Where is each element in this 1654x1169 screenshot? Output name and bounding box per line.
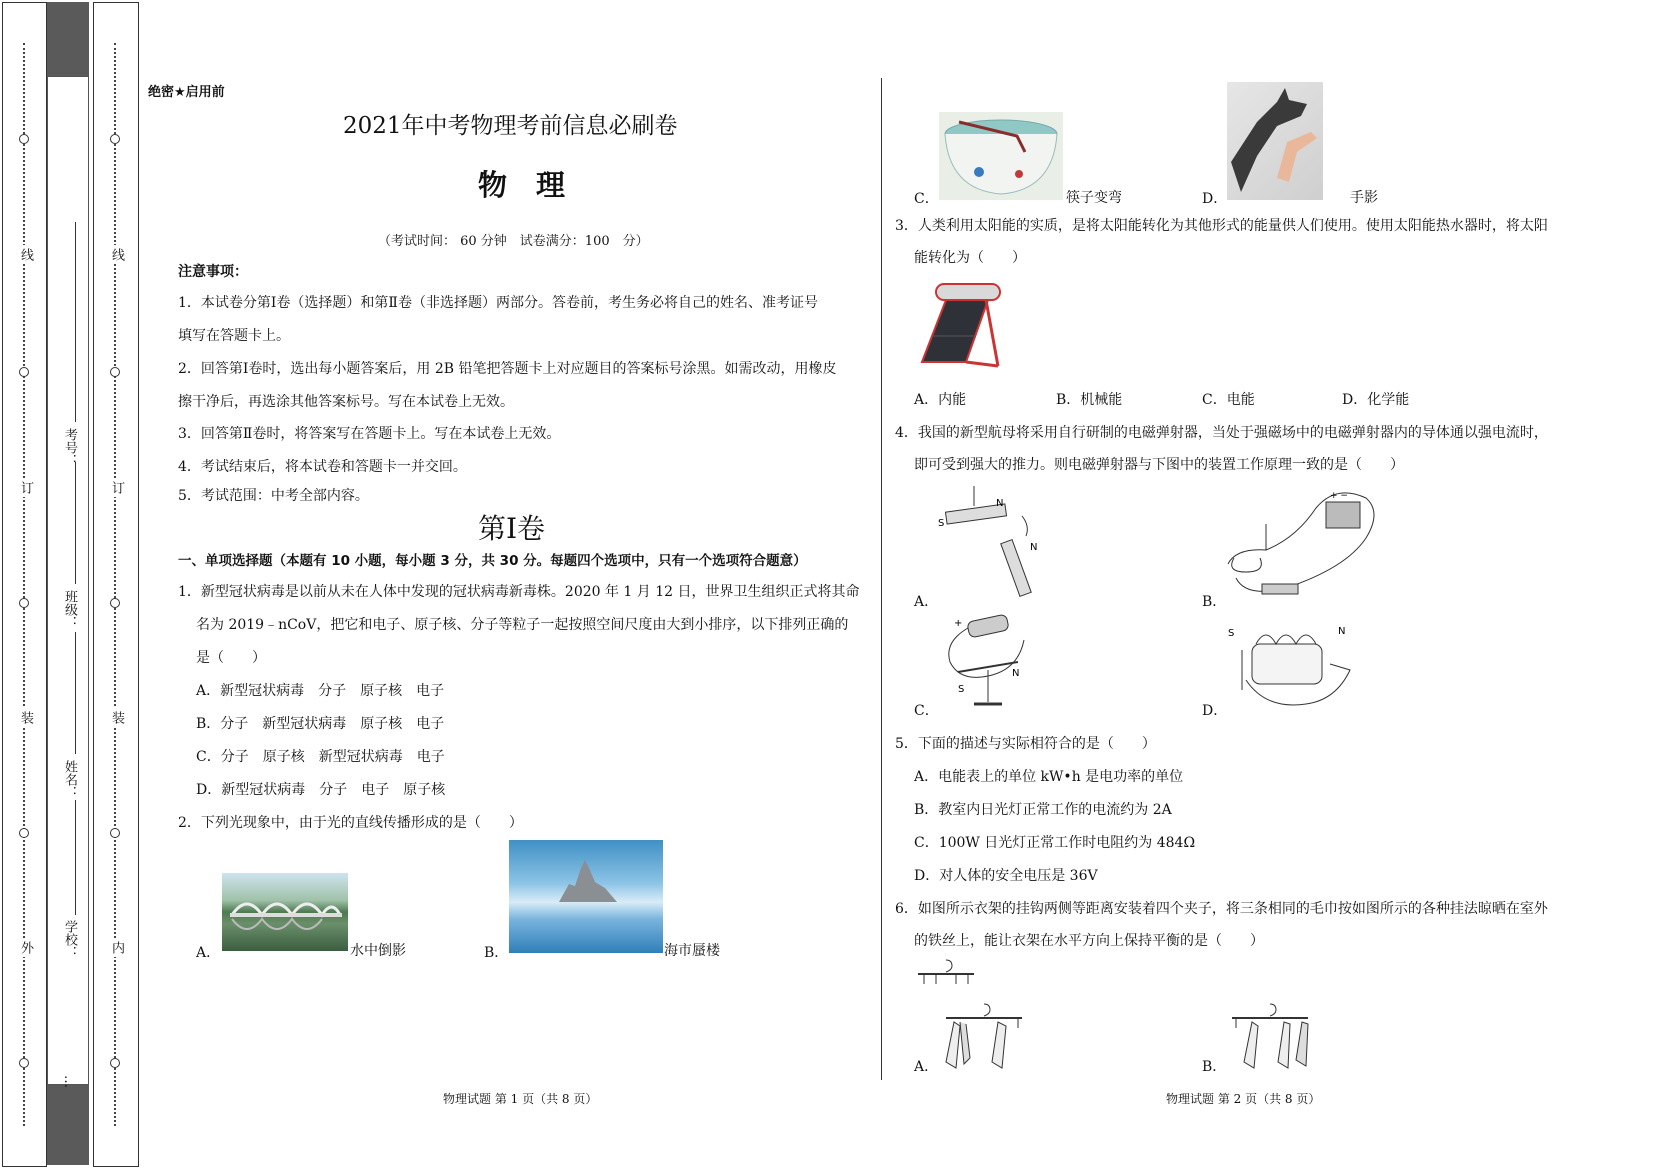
binding-hole-marker xyxy=(110,367,120,377)
q4-stem: 4．我国的新型航母将采用自行研制的电磁弹射器，当处于强磁场中的电磁弹射器内的导体通以强电流时， xyxy=(895,425,1548,441)
q6-stem: 6．如图所示衣架的挂钩两侧等距离安装着四个夹子，将三条相同的毛巾按如图所示的各种挂法晾晒在室外 xyxy=(895,901,1548,917)
svg-text:S: S xyxy=(1228,628,1235,639)
mirage-photo xyxy=(509,840,663,953)
hanger-b-icon xyxy=(1228,1002,1312,1074)
q3-option-d[interactable]: D．化学能 xyxy=(1342,392,1410,408)
castle-icon xyxy=(509,840,663,953)
q2-option-b[interactable]: B． xyxy=(484,945,509,961)
binding-char: 订 xyxy=(107,478,126,497)
q1-option-c[interactable]: C．分子 原子核 新型冠状病毒 电子 xyxy=(196,749,445,765)
dots-mark: … xyxy=(61,1075,76,1088)
binding-char: 线 xyxy=(16,245,35,264)
q3-option-b[interactable]: B．机械能 xyxy=(1056,392,1123,408)
svg-text:N: N xyxy=(1012,668,1020,679)
binding-hole-marker xyxy=(110,828,120,838)
q4-stem: 即可受到强大的推力。则电磁弹射器与下图中的装置工作原理一致的是（ ） xyxy=(914,457,1404,473)
solar-water-heater-icon xyxy=(916,280,1006,376)
q1-stem: 名为 2019﹣nCoV，把它和电子、原子核、分子等粒子一起按照空间尺度由大到小排序，以下排列正确的 xyxy=(196,617,849,633)
svg-text:+: + xyxy=(954,618,963,629)
binding-hole-marker xyxy=(19,134,29,144)
note-line: 2．回答第Ⅰ卷时，选出每小题答案后，用 2B 铅笔把答题卡上对应题目的答案标号涂黑。如需改动，用橡皮 xyxy=(178,361,837,377)
q2-stem: 2．下列光现象中，由于光的直线传播形成的是（ ） xyxy=(178,815,523,831)
footer-page2: 物理试题 第 2 页（共 8 页） xyxy=(1166,1092,1321,1106)
q6-option-b[interactable]: B． xyxy=(1202,1059,1227,1075)
solenoid-hand-icon xyxy=(1226,620,1356,714)
binding-char: 线 xyxy=(107,245,126,264)
class-field[interactable]: 班级： xyxy=(62,590,77,629)
svg-text:S: S xyxy=(958,684,965,695)
generator-circuit-icon xyxy=(1226,488,1386,608)
subject-title: 物 理 xyxy=(478,168,566,202)
svg-text:N: N xyxy=(1030,542,1038,553)
note-line: 5．考试范围：中考全部内容。 xyxy=(178,488,369,504)
confidential-label: 绝密★启用前 xyxy=(148,85,225,100)
svg-text:+ −: + − xyxy=(1330,491,1348,501)
notes-heading: 注意事项： xyxy=(178,264,248,280)
q5-option-c[interactable]: C．100W 日光灯正常工作时电阻约为 484Ω xyxy=(914,835,1196,851)
q1-option-b[interactable]: B．分子 新型冠状病毒 原子核 电子 xyxy=(196,716,445,732)
footer-page1: 物理试题 第 1 页（共 8 页） xyxy=(443,1092,598,1106)
exam-info: （考试时间： 60 分钟 试卷满分：100 分） xyxy=(378,234,649,249)
note-line: 3．回答第Ⅱ卷时，将答案写在答题卡上。写在本试卷上无效。 xyxy=(178,426,561,442)
q3-option-c[interactable]: C．电能 xyxy=(1202,392,1255,408)
q4-option-c[interactable]: C． xyxy=(914,703,939,719)
q1-option-a[interactable]: A．新型冠状病毒 分子 原子核 电子 xyxy=(196,683,445,699)
q5-option-b[interactable]: B．教室内日光灯正常工作的电流约为 2A xyxy=(914,802,1172,818)
binding-char: 装 xyxy=(16,708,35,727)
q2-caption-c: 筷子变弯 xyxy=(1066,190,1122,206)
binding-hole-marker xyxy=(110,1058,120,1068)
q5-stem: 5．下面的描述与实际相符合的是（ ） xyxy=(895,736,1156,752)
binding-hole-marker xyxy=(110,134,120,144)
hand-shadow-photo xyxy=(1227,82,1323,200)
bowl-icon xyxy=(939,112,1063,200)
binding-hole-marker xyxy=(19,598,29,608)
q5-option-d[interactable]: D．对人体的安全电压是 36V xyxy=(914,868,1098,884)
q4-option-b[interactable]: B． xyxy=(1202,594,1227,610)
chopsticks-bowl-photo xyxy=(939,112,1063,200)
q3-stem: 3．人类利用太阳能的实质，是将太阳能转化为其他形式的能量供人们使用。使用太阳能热水器时，将太阳 xyxy=(895,218,1548,234)
binding-hole-marker xyxy=(19,1058,29,1068)
magnet-compass-icon xyxy=(938,486,1048,606)
q1-option-d[interactable]: D．新型冠状病毒 分子 电子 原子核 xyxy=(196,782,446,798)
coil-compass-icon xyxy=(938,612,1048,716)
q4-option-a[interactable]: A． xyxy=(914,594,939,610)
q2-option-c[interactable]: C． xyxy=(914,191,939,207)
q5-option-a[interactable]: A．电能表上的单位 kW•h 是电功率的单位 xyxy=(914,769,1184,785)
outer-column xyxy=(2,2,47,1167)
q2-option-a[interactable]: A． xyxy=(196,945,221,961)
hanger-a-icon xyxy=(942,1002,1026,1074)
note-line: 擦干净后，再选涂其他答案标号。写在本试卷上无效。 xyxy=(178,394,514,410)
bridge-reflection-photo xyxy=(222,873,348,951)
svg-text:N: N xyxy=(1338,626,1346,637)
section-title: 第Ⅰ卷 xyxy=(478,512,546,545)
binding-char: 装 xyxy=(107,708,126,727)
svg-text:N: N xyxy=(996,498,1004,509)
binding-hole-marker xyxy=(19,367,29,377)
page-divider xyxy=(881,78,882,1080)
note-line: 填写在答题卡上。 xyxy=(178,328,290,344)
binding-hole-marker xyxy=(19,828,29,838)
svg-text:S: S xyxy=(938,518,945,529)
q6-option-a[interactable]: A． xyxy=(914,1059,939,1075)
section-heading: 一、单项选择题（本题有 10 小题，每小题 3 分，共 30 分。每题四个选项中，只有一个选项符合题意） xyxy=(178,553,807,569)
info-column xyxy=(47,2,89,1165)
q2-option-d[interactable]: D． xyxy=(1202,191,1228,207)
q2-caption-a: 水中倒影 xyxy=(350,943,406,959)
q2-caption-b: 海市蜃楼 xyxy=(664,943,720,959)
binding-char: 外 xyxy=(16,938,35,957)
q1-stem: 1．新型冠状病毒是以前从未在人体中发现的冠状病毒新毒株。2020 年 1 月 12 日，世界卫生组织正式将其命 xyxy=(178,584,860,600)
binding-char: 订 xyxy=(16,478,35,497)
q3-option-a[interactable]: A．内能 xyxy=(914,392,967,408)
hand-shadow-icon xyxy=(1227,82,1323,200)
school-field[interactable]: 学校： xyxy=(62,920,77,959)
q6-stem: 的铁丝上，能让衣架在水平方向上保持平衡的是（ ） xyxy=(914,933,1264,949)
note-line: 1．本试卷分第Ⅰ卷（选择题）和第Ⅱ卷（非选择题）两部分。答卷前，考生务必将自己的姓名、准考证号 xyxy=(178,295,818,311)
inner-column xyxy=(93,2,139,1167)
name-field[interactable]: 姓名： xyxy=(62,760,77,799)
binding-hole-marker xyxy=(110,598,120,608)
exam-title: 2021年中考物理考前信息必刷卷 xyxy=(343,113,678,139)
hanger-reference-icon xyxy=(916,958,976,994)
q2-caption-d: 手影 xyxy=(1350,190,1378,206)
q1-stem: 是（ ） xyxy=(196,650,266,666)
q4-option-d[interactable]: D． xyxy=(1202,703,1228,719)
note-line: 4．考试结束后，将本试卷和答题卡一并交回。 xyxy=(178,459,467,475)
bridge-icon xyxy=(222,873,348,951)
exam-number-field[interactable]: 考号： xyxy=(62,428,77,467)
binding-char: 内 xyxy=(107,938,126,957)
q3-stem: 能转化为（ ） xyxy=(914,250,1026,266)
